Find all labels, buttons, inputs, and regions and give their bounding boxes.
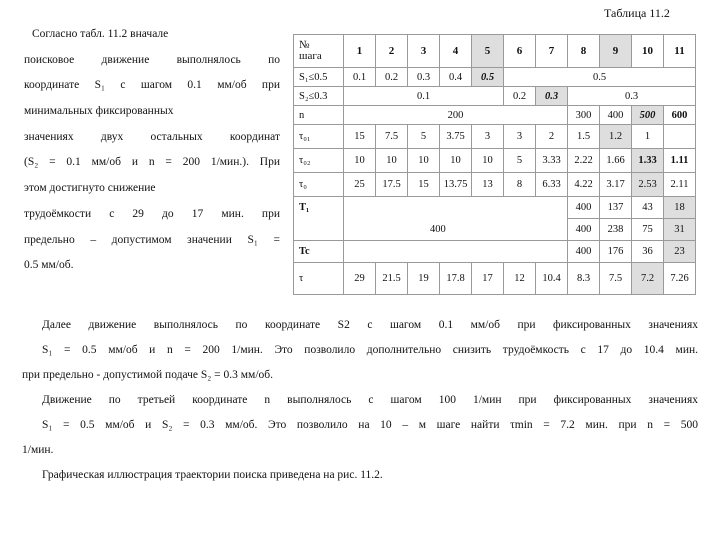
table-cell: 2.22 [568,149,600,173]
table-cell: 13 [472,173,504,197]
table-cell: 400 [344,219,568,241]
table-cell: 200 [344,106,568,125]
table-cell: 2.11 [664,173,696,197]
table-cell: 36 [632,241,664,263]
row-label: Tc [294,241,344,263]
paragraph-line: S₁ = 0.5 мм/об и n = 200 1/мин. Это позволило дополнительно снизить трудоёмкость с 17 до 10.4 мин. [42,344,698,356]
table-cell: 0.2 [376,68,408,87]
table-cell: 0.3 [536,87,568,106]
table-cell: 1.2 [600,125,632,149]
paragraph-line: S₁ = 0.5 мм/об и S₂ = 0.3 мм/об. Это позволило на 10 – м шаге найти τmin = 7.2 мин. при n = 500 [42,419,698,431]
table-cell: 0.3 [408,68,440,87]
tau02-row [294,149,696,173]
table-cell: 17.8 [440,263,472,295]
table-cell: 137 [600,197,632,219]
row-label: n [294,106,344,125]
t2-row [294,219,696,241]
table-cell: 3 [472,125,504,149]
table-cell: 0.2 [504,87,536,106]
table-cell: 31 [664,219,696,241]
table-cell: 17.5 [376,173,408,197]
table-cell: 10 [344,149,376,173]
s1-row [294,68,696,87]
table-cell: 0.1 [344,87,504,106]
step-header-cell [294,35,344,68]
table-cell: 10.4 [536,263,568,295]
table-cell: 0.5 [504,68,696,87]
table-cell: 3.17 [600,173,632,197]
step-number: 7 [536,35,568,68]
table-cell: 21.5 [376,263,408,295]
table-cell: 400 [568,241,600,263]
s2-row [294,87,696,106]
side-line: (S₂ = 0.1 мм/об и n = 200 1/мин.). При [24,156,280,169]
step-number: 9 [600,35,632,68]
table-cell: 0.5 [472,68,504,87]
row-label: S₁≤0.5 [294,68,344,87]
side-line: предельно – допустимом значении S₁ = [24,233,280,246]
table-cell: 29 [344,263,376,295]
table-cell: 12 [504,263,536,295]
table-cell: 2.53 [632,173,664,197]
side-line: 0.5 мм/об. [24,259,74,272]
paragraph-line: при предельно - допустимой подаче S₂ = 0.3 мм/об. [22,369,274,381]
table-cell: 7.5 [600,263,632,295]
step-number: 5 [472,35,504,68]
n-row [294,106,696,125]
side-line: координате S₁ с шагом 0.1 мм/об при [24,79,280,92]
row-label: τ₀ [294,173,344,197]
table-cell: 1.11 [664,149,696,173]
tau0-row [294,173,696,197]
table-cell [664,125,696,149]
table-cell: 400 [568,219,600,241]
t1-row [294,197,696,219]
step-number: 2 [376,35,408,68]
table-cell: 10 [408,149,440,173]
table-cell: 10 [440,149,472,173]
table-cell: 5 [408,125,440,149]
table-cell: 4.22 [568,173,600,197]
step-number: 6 [504,35,536,68]
table-cell [344,241,568,263]
step-number: 11 [664,35,696,68]
side-line: минимальных фиксированных [24,105,174,118]
table-cell: 23 [664,241,696,263]
table-cell: 0.1 [344,68,376,87]
table-cell: 18 [664,197,696,219]
paragraph-line: Графическая иллюстрация траектории поиска приведена на рис. 11.2. [42,469,383,481]
row-label: τ [294,263,344,295]
table-cell: 400 [568,197,600,219]
paragraph-line: Далее движение выполнялось по координате S2 с шагом 0.1 мм/об при фиксированных значениях [42,319,698,331]
side-line: значениях двух остальных координат [24,130,280,143]
table-cell: 7.5 [376,125,408,149]
table-cell: 3 [504,125,536,149]
table-cell: 1.66 [600,149,632,173]
paragraph-line: 1/мин. [22,444,54,456]
table-cell: 6.33 [536,173,568,197]
table-cell: 5 [504,149,536,173]
table-cell: 176 [600,241,632,263]
table-cell: 1 [632,125,664,149]
step-header-line: № [299,39,310,51]
step-number: 4 [440,35,472,68]
row-label [294,219,344,241]
table-cell: 8.3 [568,263,600,295]
row-label: S₂≤0.3 [294,87,344,106]
table-cell: 75 [632,219,664,241]
table-cell: 43 [632,197,664,219]
tc-row [294,241,696,263]
side-line: этом достигнуто снижение [24,182,156,195]
table-cell: 1.33 [632,149,664,173]
row-label: τ₀₂ [294,149,344,173]
side-line: поисковое движение выполнялось по [24,53,280,66]
paragraph-line: Движение по третьей координате n выполнялось с шагом 100 1/мин при фиксированных значениях [42,394,698,406]
table-cell: 10 [376,149,408,173]
step-number: 3 [408,35,440,68]
table-cell: 3.33 [536,149,568,173]
table-caption: Таблица 11.2 [604,6,670,20]
side-line: трудоёмкости с 29 до 17 мин. при [24,207,280,220]
table-cell: 500 [632,106,664,125]
table-cell: 13.75 [440,173,472,197]
table-cell: 15 [408,173,440,197]
table-cell: 7.2 [632,263,664,295]
side-text [24,22,280,279]
table-cell: 19 [408,263,440,295]
step-number: 1 [344,35,376,68]
table-cell: 2 [536,125,568,149]
step-number: 8 [568,35,600,68]
step-number: 10 [632,35,664,68]
row-label: τ₀₁ [294,125,344,149]
table-cell: 0.3 [568,87,696,106]
step-header-line: шага [299,50,322,62]
table-cell: 10 [472,149,504,173]
table-cell: 7.26 [664,263,696,295]
table-cell: 17 [472,263,504,295]
table-cell: 15 [344,125,376,149]
tau-row [294,263,696,295]
row-label: T₁ [294,197,344,219]
table-cell: 1.5 [568,125,600,149]
tau01-row [294,125,696,149]
side-line: Согласно табл. 11.2 вначале [32,28,169,40]
table-cell: 238 [600,219,632,241]
table-cell: 300 [568,106,600,125]
table-cell: 25 [344,173,376,197]
body-paragraph [22,313,698,488]
table-cell: 3.75 [440,125,472,149]
header-row [294,35,696,68]
search-steps-table [293,34,696,295]
table-cell: 400 [600,106,632,125]
table-cell [344,197,568,219]
table-cell: 600 [664,106,696,125]
table-cell: 8 [504,173,536,197]
table-cell: 0.4 [440,68,472,87]
